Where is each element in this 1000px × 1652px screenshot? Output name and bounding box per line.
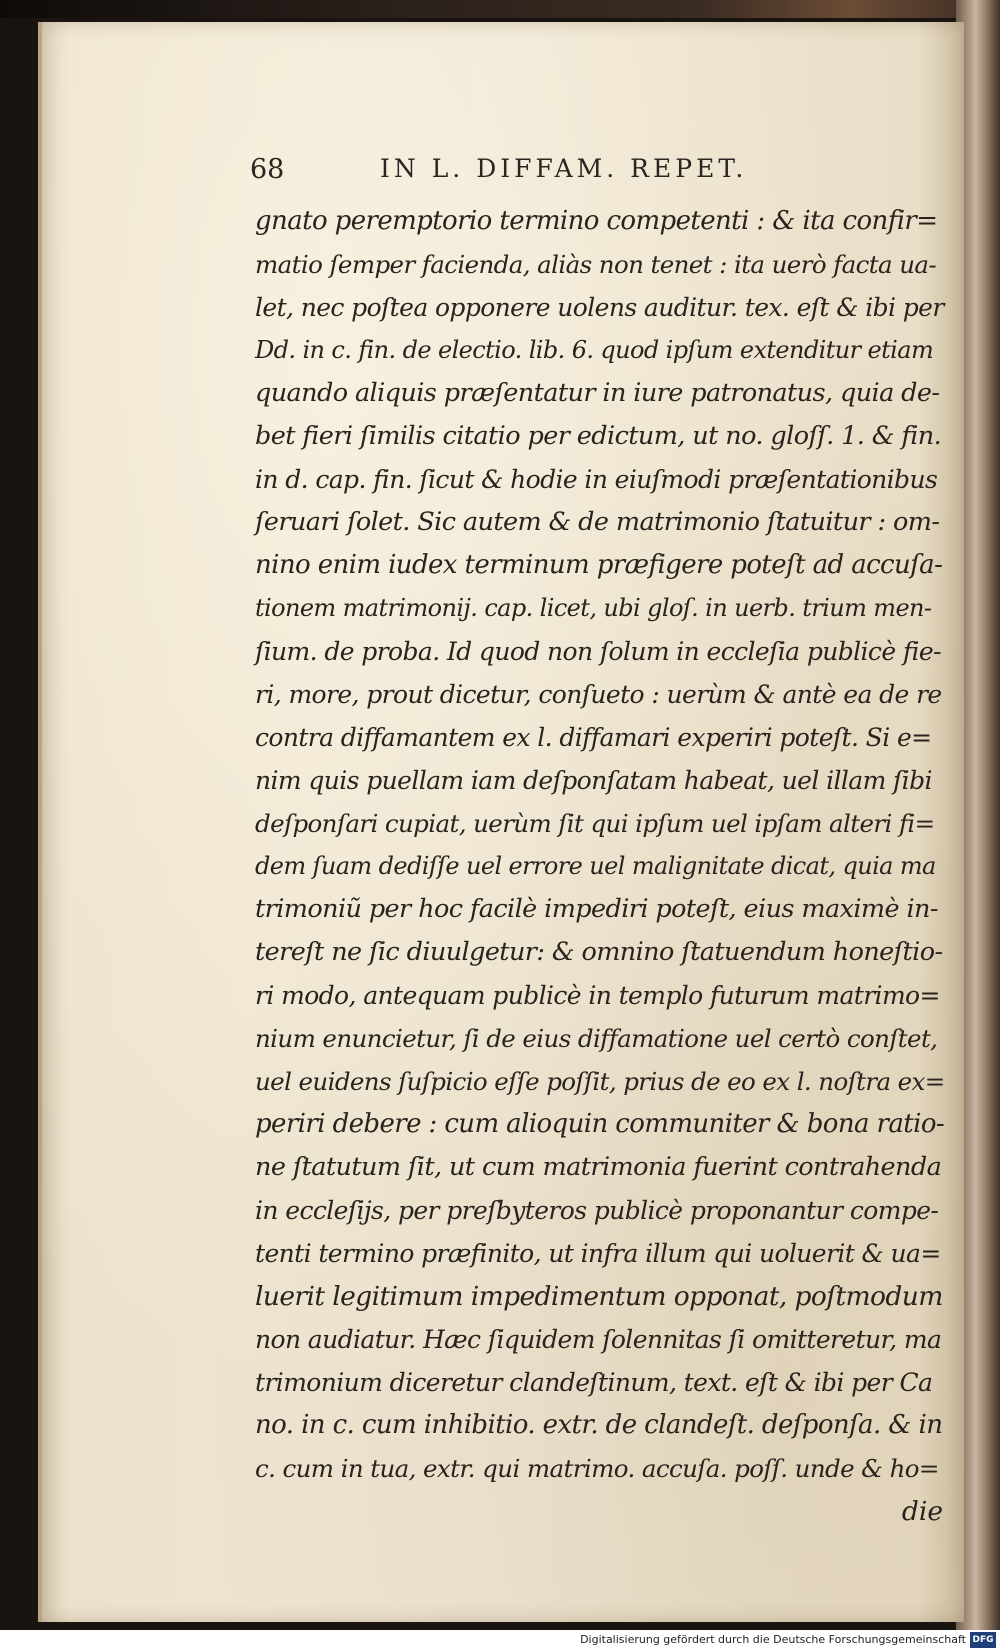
text-line: dem ſuam dediſſe uel errore uel malignitate dicat, quia ma <box>255 852 936 880</box>
text-line: no. in c. cum inhibitio. extr. de clandeſt. deſponſa. & in <box>255 1410 943 1440</box>
text-line: tereſt ne ſic diuulgetur: & omnino ſtatuendum honeſtio- <box>255 937 943 967</box>
text-line: uel euidens ſuſpicio eſſe poſſit, prius de eo ex l. noſtra ex= <box>255 1067 945 1096</box>
text-line: nim quis puellam iam deſponſatam habeat, uel illam ſibi <box>255 766 932 795</box>
text-line: trimoniũ per hoc facilè impediri poteſt, eius maximè in- <box>255 894 938 924</box>
text-line: quando aliquis præſentatur in iure patronatus, quia de- <box>255 378 940 408</box>
running-head <box>250 154 830 194</box>
text-line: contra diffamantem ex l. diffamari experiri poteſt. Si e= <box>255 723 932 752</box>
text-line: ri, more, prout dicetur, conſueto : uerùm & antè ea de re <box>255 680 942 709</box>
running-title: IN L. DIFFAM. REPET. <box>380 154 748 183</box>
text-line: bet fieri ſimilis citatio per edictum, ut no. gloſſ. 1. & fin. <box>255 421 942 451</box>
text-line: nium enuncietur, ſi de eius diffamatione uel certò conſtet, <box>255 1024 938 1053</box>
body-text <box>255 200 945 1533</box>
text-line: non audiatur. Hæc ſiquidem ſolennitas ſi omitteretur, ma <box>255 1325 942 1354</box>
text-line: in d. cap. fin. ſicut & hodie in eiuſmodi præſentationibus <box>255 465 938 494</box>
footer-bar <box>0 1630 1000 1652</box>
text-line: tionem matrimonij. cap. licet, ubi gloſ. in uerb. trium men- <box>255 594 932 622</box>
text-line: periri debere : cum alioquin communiter & bona ratio- <box>255 1109 945 1139</box>
text-line: nino enim iudex terminum præfigere poteſt ad accuſa- <box>255 550 943 580</box>
text-line: luerit legitimum impedimentum opponat, poſtmodum <box>255 1281 943 1312</box>
text-line: tenti termino præfinito, ut infra illum qui uoluerit & ua= <box>255 1239 941 1268</box>
text-line: trimonium diceretur clandeſtinum, text. eſt & ibi per Ca <box>255 1368 933 1397</box>
text-line: gnato peremptorio termino competenti : & ita confir= <box>255 206 938 236</box>
page-number: 68 <box>250 154 285 185</box>
text-line: ſeruari ſolet. Sic autem & de matrimonio ſtatuitur : om- <box>255 507 940 537</box>
dfg-logo: DFG <box>970 1632 996 1648</box>
text-line: let, nec poſtea opponere uolens auditur. tex. eſt & ibi per <box>255 293 944 322</box>
text-line: matio ſemper facienda, aliàs non tenet : ita uerò facta ua- <box>255 250 937 279</box>
text-line: in eccleſijs, per preſbyteros publicè proponantur compe- <box>255 1196 939 1225</box>
footer-credit: Digitalisierung gefördert durch die Deutsche Forschungsgemeinschaft <box>580 1633 966 1646</box>
text-line: Dd. in c. fin. de electio. lib. 6. quod ipſum extenditur etiam <box>255 336 934 364</box>
catchword: die <box>901 1496 943 1527</box>
text-line: ne ſtatutum ſit, ut cum matrimonia fuerint contrahenda <box>255 1152 942 1182</box>
text-line: ſium. de proba. Id quod non ſolum in eccleſia publicè fie- <box>255 637 941 666</box>
text-line: c. cum in tua, extr. qui matrimo. accuſa. poſſ. unde & ho= <box>255 1454 939 1483</box>
text-line: deſponſari cupiat, uerùm ſit qui ipſum uel ipſam alteri fi= <box>255 809 935 838</box>
scan-top-strip <box>0 0 1000 18</box>
text-line: ri modo, antequam publicè in templo futurum matrimo= <box>255 981 940 1010</box>
